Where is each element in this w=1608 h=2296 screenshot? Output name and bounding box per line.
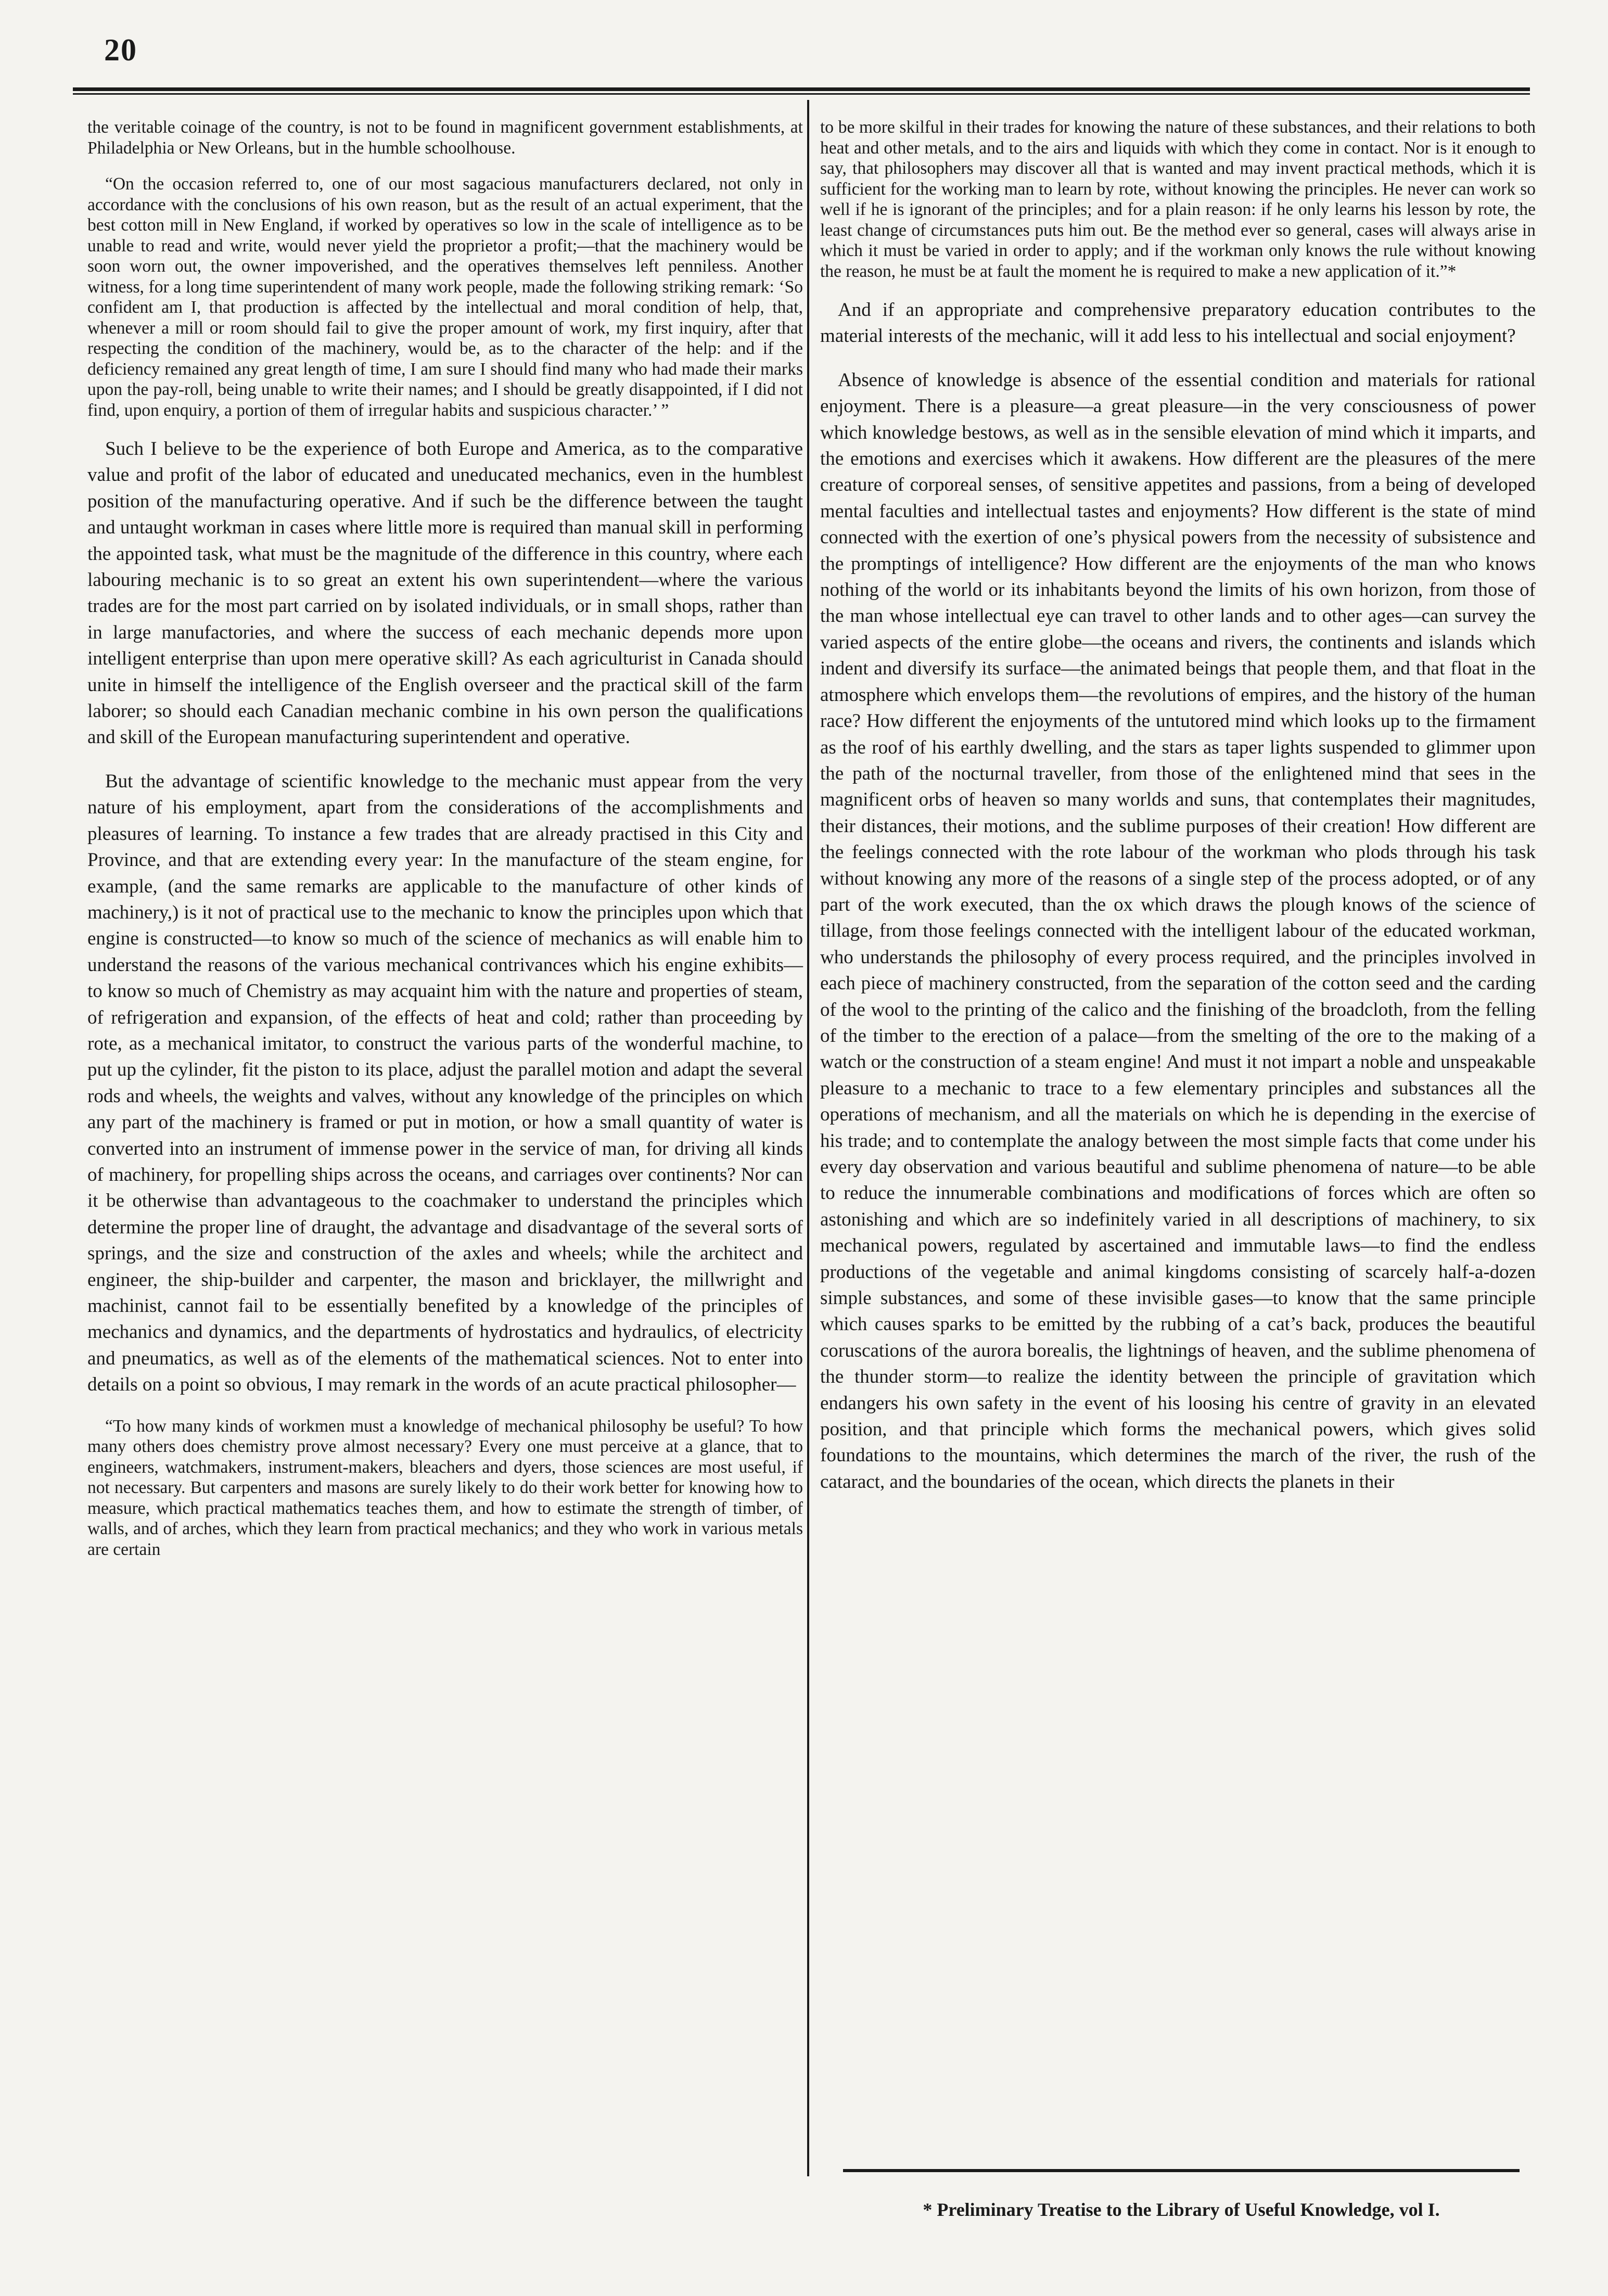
- left-column: [87, 117, 803, 1575]
- paragraph-schoolhouse: the veritable coinage of the country, is not to be found in magnificent government establishments, at Philadelphia or New Orleans, but in the humble schoolhouse.: [87, 118, 803, 158]
- paragraph-enjoyment-question: And if an appropriate and comprehensive preparatory education contributes to the material interests of the mechanic, will it add less to his intellectual and social enjoyment?: [820, 299, 1536, 347]
- footnote-rule: [843, 2169, 1520, 2172]
- paragraph-experience: Such I believe to be the experience of both Europe and America, as to the comparative value and profit of the labor of educated and uneducated mechanics, even in the humblest position of the manufacturing operative. And if such be the difference between the taught and untaught workman in cases where little more is required than manual skill in performing the appointed task, what must be the magnitude of the difference in this country, where each labouring mechanic is to so great an extent his own superintendent—where the various trades are for the most part carried on by isolated individuals, or in small shops, rather than in large manufactories, and where the success of each mechanic depends more upon intelligent enterprise than upon mere operative skill? As each agriculturist in Canada should unite in himself the intelligence of the English overseer and the practical skill of the farm laborer; so should each Canadian mechanic combine in his own person the qualifications and skill of the European manufacturing superintendent and operative.: [87, 438, 803, 748]
- quote-continued: to be more skilful in their trades for knowing the nature of these substances, and their relations to both heat and other metals, and to the airs and liquids with which they come in contact. Nor is it enough to say, that philosophers may discover all that is wanted and may invent practical methods, which it is sufficient for the working man to learn by rote, without knowing the principles. He never can work so well if he is ignorant of the principles; and for a plain reason: if he only learns his lesson by rote, the least change of circumstances puts him out. Be the method ever so general, cases will always arise in which it must be varied in order to apply; and if the workman only knows the rule without knowing the reason, he must be at fault the moment he is required to make a new application of it.”*: [820, 118, 1536, 281]
- quote-workmen: “To how many kinds of workmen must a knowledge of mechanical philosophy be useful? To how many others does chemistry prove almost necessary? Every one must perceive at a glance, that to engineers, watchmakers, instrument-makers, bleachers and dyers, those sciences are most useful, if not necessary. But carpenters and masons are surely likely to do their work better for knowing how to measure, which practical mathematics teaches them, and how to estimate the strength of timber, of walls, and of arches, which they learn from practical mechanics; and they who work in various metals are certain: [87, 1416, 803, 1559]
- page-number: 20: [104, 33, 137, 67]
- paragraph-absence-of-knowledge: Absence of knowledge is absence of the essential condition and materials for rational enjoyment. There is a pleasure—a great pleasure—in the very consciousness of power which knowledge bestows, as well as in the sensible elevation of mind which it imparts, and the emotions and exercises which it awakens. How different are the pleasures of the mere creature of corporeal senses, of sensitive appetites and passions, from a being of developed mental faculties and intellectual tastes and enjoyments? How different is the state of mind connected with the exertion of one’s physical powers from the necessity of subsistence and the promptings of intelligence? How different are the enjoyments of the man who knows nothing of the world or its inhabitants beyond the limits of his own horizon, from those of the man whose intellectual eye can travel to other lands and to other ages—can survey the varied aspects of the entire globe—the oceans and rivers, the continents and islands which indent and diversify its surface—the animated beings that people them, and that float in the atmosphere which envelops them—the revolutions of empires, and the history of the human race? How different the enjoyments of the untutored mind which looks up to the firmament as the roof of his earthly dwelling, and the stars as taper lights suspended to glimmer upon the path of the nocturnal traveller, from those of the enlightened mind that sees in the magnificent orbs of heaven so many worlds and suns, that contemplates their magnitudes, their distances, their motions, and the sublime purposes of their creation! How different are the feelings connected with the rote labour of the workman who plods through his task without knowing any more of the reasons of a single step of the process adopted, or of any part of the work executed, than the ox which draws the plough knows of the science of tillage, from those feelings connected with the intelligent labour of the educated workman, who understands the philosophy of every process required, and the principles involved in each piece of machinery constructed, from the separation of the cotton seed and the carding of the wool to the printing of the calico and the finishing of the broadcloth, from the felling of the timber to the erection of a palace—from the smelting of the ore to the making of a watch or the construction of a steam engine! And must it not impart a noble and unspeakable pleasure to a mechanic to trace to a few elementary principles and substances all the operations of mechanism, and all the materials on which he is depending in the exercise of his trade; and to contemplate the analogy between the most simple facts that come under his every day observation and various beautiful and sublime phenomena of nature—to be able to reduce the innumerable combinations and modifications of forces which are often so astonishing and which are so indefinitely varied in all descriptions of machinery, to six mechanical powers, regulated by ascertained and immutable laws—to find the endless productions of the vegetable and animal kingdoms consisting of scarcely half-a-dozen simple substances, and some of these invisible gases—to know that the same principle which causes sparks to be emitted by the rubbing of a cat’s back, produces the beautiful coruscations of the aurora borealis, the lightnings of heaven, and the sublime phenomena of the thunder storm—to realize the identity between the principle of gravitation which endangers his own safety in the event of his loosing his centre of gravity in an elevated position, and that principle which forms the mechanical powers, which gives solid foundations to the mountains, which determines the march of the river, the rush of the cataract, and the boundaries of the ocean, which directs the planets in their: [820, 369, 1536, 1493]
- quote-manufacturers: “On the occasion referred to, one of our most sagacious manufacturers declared, not only in accordance with the conclusions of his own reason, but as the result of an actual experiment, that the best cotton mill in New England, if worked by operatives so low in the scale of intelligence as to be unable to read and write, would never yield the proprietor a profit;—that the machinery would be soon worn out, the owner impoverished, and the operatives themselves left penniless. Another witness, for a long time superintendent of many work people, made the following striking remark: ‘So confident am I, that production is affected by the intellectual and moral condition of help, that, whenever a mill or room should fail to give the proper amount of work, my first inquiry, after that respecting the condition of the machinery, would be, as to the character of the help: and if the deficiency remained any great length of time, I am sure I should find many who had made their marks upon the pay-roll, being unable to write their names; and I should be greatly disappointed, if I did not find, upon enquiry, a portion of them of irregular habits and suspicious character.’ ”: [87, 174, 803, 420]
- header-rule: [73, 87, 1530, 95]
- footnote: * Preliminary Treatise to the Library of Useful Knowledge, vol I.: [923, 2199, 1440, 2220]
- paragraph-scientific-knowledge: But the advantage of scientific knowledge to the mechanic must appear from the very nature of his employment, apart from the considerations of the accomplishments and pleasures of learning. To instance a few trades that are already practised in this City and Province, and that are extending every year: In the manufacture of the steam engine, for example, (and the same remarks are applicable to the manufacture of other kinds of machinery,) is it not of practical use to the mechanic to know the principles upon which that engine is constructed—to know so much of the science of mechanics as will enable him to understand the reasons of the various mechanical contrivances which his engine exhibits—to know so much of Chemistry as may acquaint him with the nature and properties of steam, of refrigeration and expansion, of the effects of heat and cold; rather than proceeding by rote, as a mechanical imitator, to construct the various parts of the wonderful machine, to put up the cylinder, fit the piston to its place, adjust the parallel motion and adapt the several rods and wheels, the weights and valves, without any knowledge of the principles on which any part of the machinery is framed or put in motion, or how a small quantity of water is converted into an instrument of immense power in the service of man, for driving all kinds of machinery, for propelling ships across the oceans, and carriages over continents? Nor can it be otherwise than advantageous to the coachmaker to understand the principles which determine the proper line of draught, the advantage and disadvantage of the several sorts of springs, and the size and construction of the axles and wheels; while the architect and engineer, the ship-builder and carpenter, the mason and bricklayer, the millwright and machinist, cannot fail to be essentially benefited by a knowledge of the principles of mechanics and dynamics, and the departments of hydrostatics and hydraulics, of electricity and pneumatics, as well as of the elements of the mathematical sciences. Not to enter into details on a point so obvious, I may remark in the words of an acute practical philosopher—: [87, 770, 803, 1396]
- right-column: [820, 117, 1536, 1513]
- column-divider: [807, 100, 809, 2176]
